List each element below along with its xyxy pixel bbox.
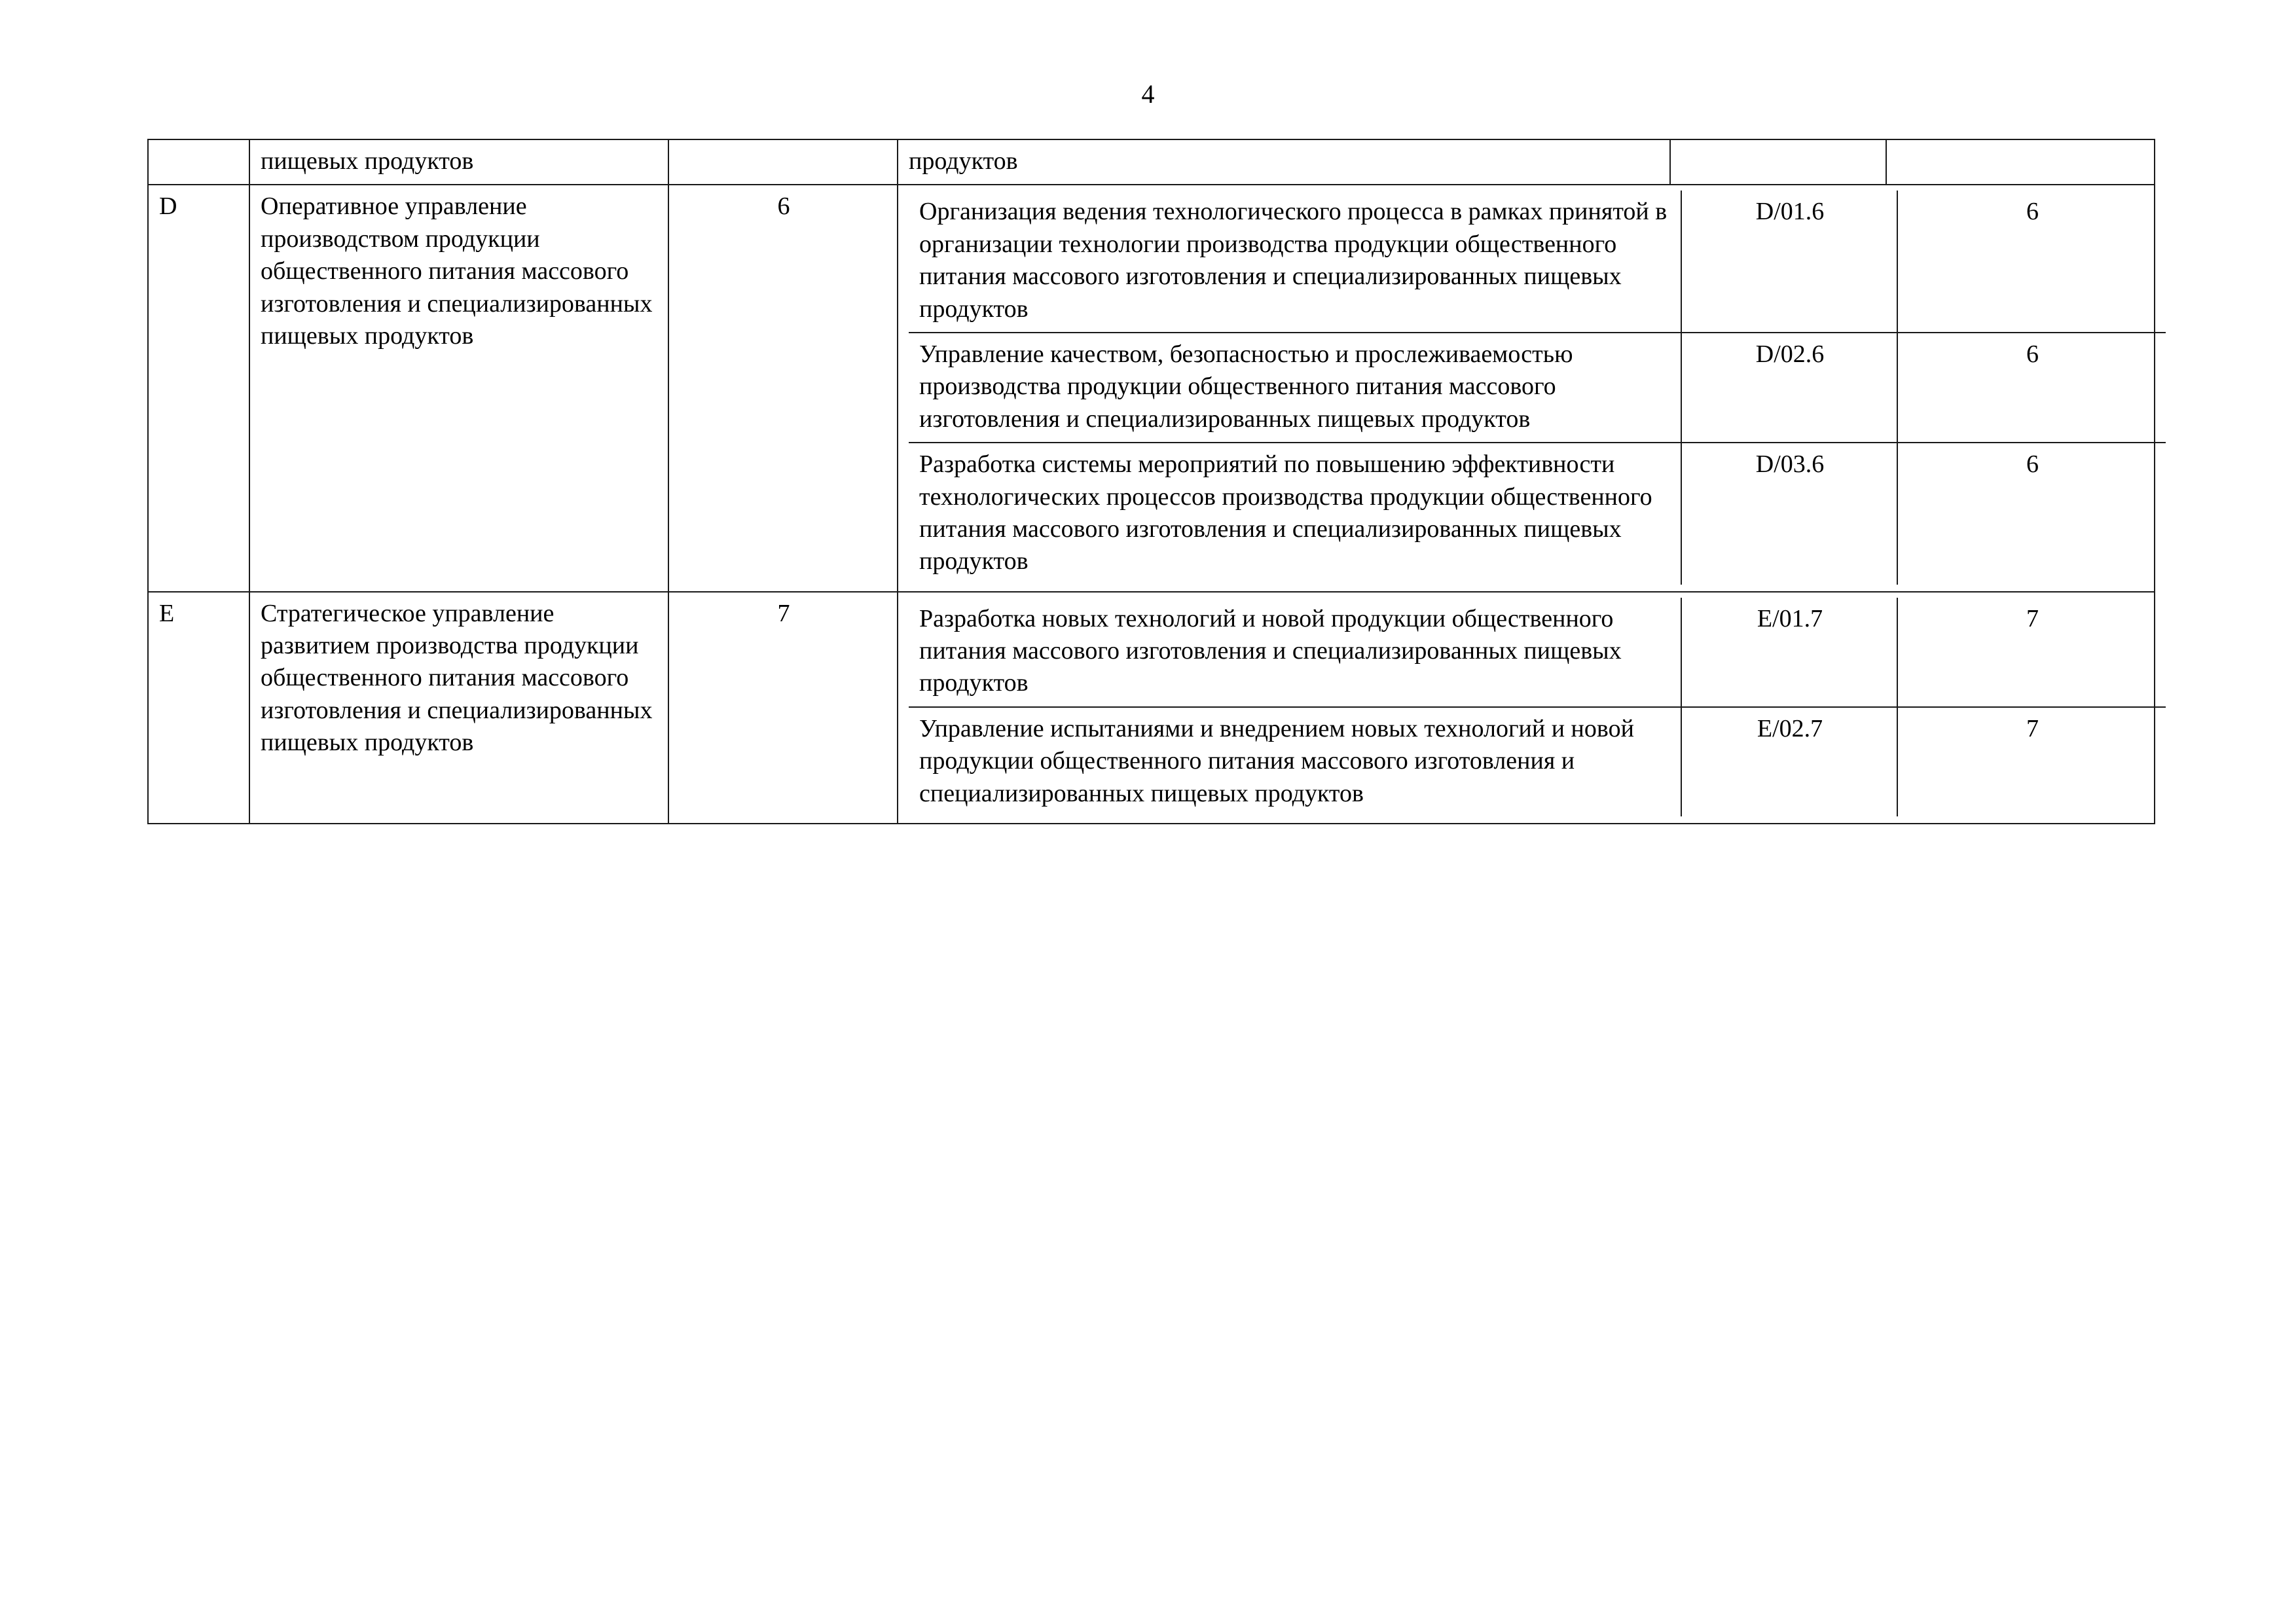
page-number: 4 [1141, 79, 1155, 109]
cell-function-level: 7 [1897, 598, 2166, 707]
function-row [909, 707, 2166, 816]
cell-name-continued: пищевых продуктов [249, 139, 668, 185]
function-row [909, 598, 2166, 707]
cell-functions-group [898, 185, 2155, 591]
cell-function-text: Организация ведения технологического процесса в рамках принятой в организации технологии производства продукции общественного питания массового изготовления и специализированных пищевых продуктов [909, 191, 1681, 333]
cell-function-code: D/01.6 [1681, 191, 1897, 333]
cell-function-level: 6 [1897, 191, 2166, 333]
cell-function-text: Разработка системы мероприятий по повышению эффективности технологических процессов производства продукции общественного питания массового изготовления и специализированных пищевых продуктов [909, 443, 1681, 585]
function-row [909, 333, 2166, 443]
cell-name: Оперативное управление производством продукции общественного питания массового изготовления и специализированных пищевых продуктов [249, 185, 668, 591]
table-row [148, 185, 2155, 591]
cell-code: D [148, 185, 249, 591]
cell-level-continued [668, 139, 898, 185]
functions-table [909, 191, 2166, 584]
cell-function-text: Управление испытаниями и внедрением новых технологий и новой продукции общественного питания массового изготовления и специализированных пищевых продуктов [909, 707, 1681, 816]
cell-code: E [148, 592, 249, 824]
cell-function-code: E/02.7 [1681, 707, 1897, 816]
function-row [909, 191, 2166, 333]
cell-code-continued [148, 139, 249, 185]
cell-function-text: Разработка новых технологий и новой продукции общественного питания массового изготовления и специализированных пищевых продуктов [909, 598, 1681, 707]
cell-function-text: Управление качеством, безопасностью и прослеживаемостью производства продукции общественного питания массового изготовления и специализированных пищевых продуктов [909, 333, 1681, 443]
cell-function-code: D/02.6 [1681, 333, 1897, 443]
table-row-continued [148, 139, 2155, 185]
cell-level: 7 [668, 592, 898, 824]
cell-function-level-continued [1886, 139, 2155, 185]
cell-function-level: 7 [1897, 707, 2166, 816]
cell-function-code: E/01.7 [1681, 598, 1897, 707]
cell-function-continued: продуктов [898, 139, 1670, 185]
cell-functions-group [898, 592, 2155, 824]
qualification-table-wrapper [147, 139, 2154, 824]
cell-level: 6 [668, 185, 898, 591]
function-row [909, 443, 2166, 585]
cell-function-code: D/03.6 [1681, 443, 1897, 585]
cell-function-level: 6 [1897, 333, 2166, 443]
cell-function-level: 6 [1897, 443, 2166, 585]
cell-function-code-continued [1670, 139, 1886, 185]
qualification-table [147, 139, 2155, 824]
table-row [148, 592, 2155, 824]
cell-name: Стратегическое управление развитием производства продукции общественного питания массового изготовления и специализированных пищевых продуктов [249, 592, 668, 824]
functions-table [909, 598, 2166, 816]
